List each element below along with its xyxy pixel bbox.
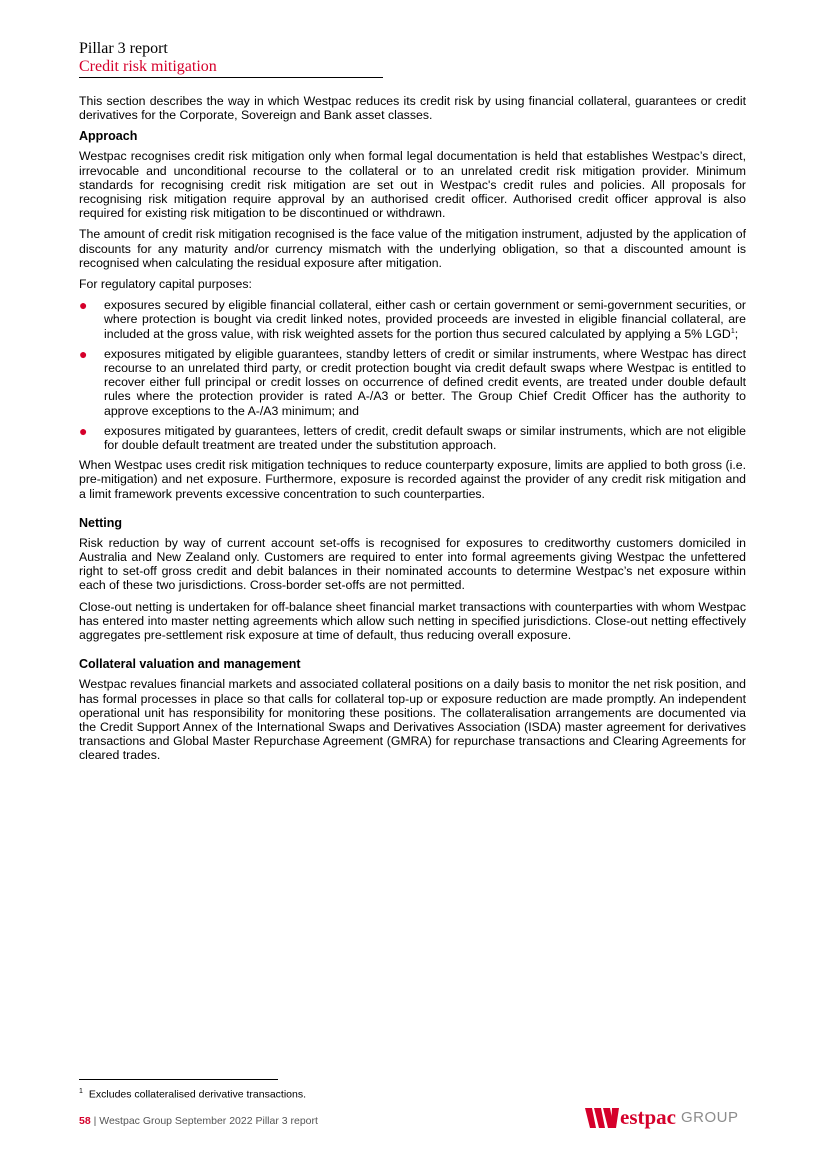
footnote-divider: [79, 1079, 278, 1080]
approach-paragraph-1: Westpac recognises credit risk mitigation only when formal legal documentation is held that establishes Westpac’s direct, irrevocable and unconditional recourse to the collateral or to an unrelated credit risk mitigation provider. Minimum standards for recognising credit risk mitigation are set out in Westpac's credit rules and policies. All proposals for recognising risk mitigation require approval by an authorised credit officer. Authorised credit officer approval is also required for existing risk mitigation to be discontinued or withdrawn.: [79, 149, 746, 221]
bullet-icon: ●: [79, 345, 88, 362]
footer-text: Westpac Group September 2022 Pillar 3 report: [99, 1115, 318, 1127]
bullet-text-1: exposures secured by eligible financial collateral, either cash or certain government or semi-government securities, or where protection is bought via credit linked notes, provided proceeds are invested in eligible financial collateral, are included at the gross value, with risk weighted assets for the portion thus secured calculated by applying a 5% LGD: [104, 298, 746, 341]
westpac-w-icon: [585, 1108, 619, 1128]
logo-brand-text: estpac: [620, 1105, 676, 1129]
logo-group-text: GROUP: [681, 1109, 739, 1126]
regulatory-bullet-list: [79, 298, 746, 452]
bullet-text-1-tail: ;: [734, 326, 739, 341]
page-footer: [79, 1115, 318, 1127]
page-header: [79, 40, 383, 78]
report-title: Pillar 3 report: [79, 40, 168, 57]
approach-paragraph-2: The amount of credit risk mitigation recognised is the face value of the mitigation instrument, adjusted by the application of discounts for any maturity and/or currency mismatch with the underlying obligation, so that a discounted amount is recognised when calculating the residual exposure after mitigation.: [79, 227, 746, 270]
footer-separator: |: [90, 1115, 100, 1127]
bullet-icon: ●: [79, 297, 88, 314]
collateral-heading: Collateral valuation and management: [79, 657, 301, 672]
main-content: [79, 94, 746, 770]
bullet-text-2: exposures mitigated by eligible guarantees, standby letters of credit or similar instruments, where Westpac has direct recourse to an unrelated third party, or credit protection bought via credit default swaps where Westpac is entitled to recover either full principal or credit losses on occurrence of defined credit events, are treated under double default rules where the protection provider is rated A-/A3 or better. The Group Chief Credit Officer has the authority to approve exceptions to the A-/A3 minimum; and: [104, 346, 746, 418]
list-item: [79, 424, 746, 452]
netting-paragraph-2: Close-out netting is undertaken for off-balance sheet financial market transactions with counterparties with whom Westpac has entered into master netting agreements which allow such netting in specified jurisdictions. Close-out netting effectively aggregates pre-settlement risk exposure at time of default, thus reducing overall exposure.: [79, 599, 746, 643]
section-title: Credit risk mitigation: [79, 58, 217, 75]
page-number: 58: [79, 1115, 91, 1127]
intro-paragraph: This section describes the way in which Westpac reduces its credit risk by using financial collateral, guarantees or credit derivatives for the Corporate, Sovereign and Bank asset classes.: [79, 94, 746, 123]
header-rule: [79, 77, 383, 78]
netting-heading: Netting: [79, 515, 123, 530]
list-item: [79, 347, 746, 418]
bullet-text-3: exposures mitigated by guarantees, letters of credit, credit default swaps or similar instruments, which are not eligible for double default treatment are treated under the substitution approach.: [104, 423, 746, 453]
footnote: [79, 1086, 306, 1101]
netting-paragraph-1: Risk reduction by way of current account set-offs is recognised for exposures to creditworthy customers domiciled in Australia and New Zealand only. Customers are required to enter into formal agreements giving Westpac the unfettered right to set-off gross credit and debit balances in their nominated accounts to determine Westpac’s net exposure within each of these two jurisdictions. Cross-border set-offs are not permitted.: [79, 535, 746, 593]
bullet-icon: ●: [79, 422, 88, 439]
footnote-reference: 1: [730, 327, 735, 335]
approach-paragraph-3: For regulatory capital purposes:: [79, 277, 252, 292]
westpac-logo: [585, 1104, 739, 1128]
footnote-text: Excludes collateralised derivative transactions.: [88, 1088, 307, 1101]
list-item: [79, 298, 746, 341]
approach-paragraph-4: When Westpac uses credit risk mitigation techniques to reduce counterparty exposure, limits are applied to both gross (i.e. pre-mitigation) and net exposure. Furthermore, exposure is recorded against the provider of any credit risk mitigation and a limit framework prevents excessive concentration to such counterparties.: [79, 458, 746, 501]
approach-heading: Approach: [79, 129, 138, 144]
footnote-number: 1: [79, 1088, 83, 1095]
collateral-paragraph-1: Westpac revalues financial markets and associated collateral positions on a daily basis to monitor the net risk position, and has formal processes in place so that calls for collateral top-up or exposure reduction are made promptly. An independent operational unit has responsibility for monitoring these positions. The collateralisation arrangements are documented via the Credit Support Annex of the International Swaps and Derivatives Association (ISDA) master agreement for derivatives transactions and Global Master Repurchase Agreement (GMRA) for repurchase transactions and Clearing Agreements for cleared trades.: [79, 677, 746, 763]
